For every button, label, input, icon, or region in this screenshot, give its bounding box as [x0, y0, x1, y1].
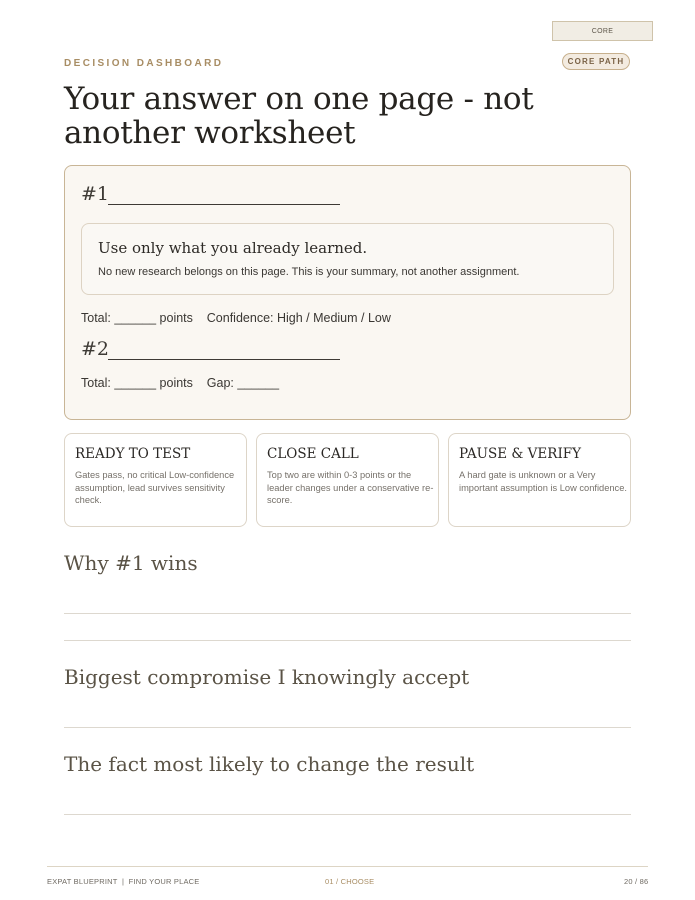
page-number: 20 / 86	[624, 877, 649, 886]
note-body: No new research belongs on this page. This is your summary, not another assignment.	[98, 266, 520, 278]
status-card-body: Top two are within 0-3 points or the leader changes under a conservative re-score.	[267, 470, 434, 506]
second-choice-rank: #2	[81, 338, 110, 360]
status-card-title: READY TO TEST	[75, 446, 191, 462]
status-card-pause	[448, 433, 631, 527]
status-card-body: Gates pass, no critical Low-confidence assumption, lead survives sensitivity check.	[75, 470, 235, 506]
status-card-close-call	[256, 433, 439, 527]
instruction-note	[81, 223, 614, 295]
first-choice-rank: #1	[81, 183, 110, 205]
status-card-ready	[64, 433, 247, 527]
status-card-body: A hard gate is unknown or a Very important assumption is Low confidence.	[459, 470, 627, 493]
writing-line[interactable]	[64, 814, 631, 815]
section-heading-why-wins: Why #1 wins	[64, 551, 198, 575]
dashboard-eyebrow: DECISION DASHBOARD	[64, 58, 224, 69]
writing-line[interactable]	[64, 727, 631, 728]
second-choice-blank[interactable]	[108, 359, 340, 360]
footer-divider	[47, 866, 648, 867]
path-badge: CORE PATH	[562, 53, 630, 70]
answer-card	[64, 165, 631, 420]
page-title: Your answer on one page - not another worksheet	[64, 81, 534, 151]
first-choice-blank[interactable]	[108, 204, 340, 205]
first-choice-total: Total: ______ points Confidence: High / Medium / Low	[81, 311, 391, 325]
footer-chapter: 01 / CHOOSE	[325, 877, 375, 886]
note-title: Use only what you already learned.	[98, 239, 368, 257]
writing-line[interactable]	[64, 640, 631, 641]
status-card-title: CLOSE CALL	[267, 446, 359, 462]
section-heading-fact: The fact most likely to change the result	[64, 752, 475, 776]
core-tab: CORE	[552, 21, 653, 41]
writing-line[interactable]	[64, 613, 631, 614]
status-card-title: PAUSE & VERIFY	[459, 446, 582, 462]
second-choice-total: Total: ______ points Gap: ______	[81, 376, 280, 390]
section-heading-compromise: Biggest compromise I knowingly accept	[64, 665, 470, 689]
footer-book-title: EXPAT BLUEPRINT | FIND YOUR PLACE	[47, 877, 200, 886]
